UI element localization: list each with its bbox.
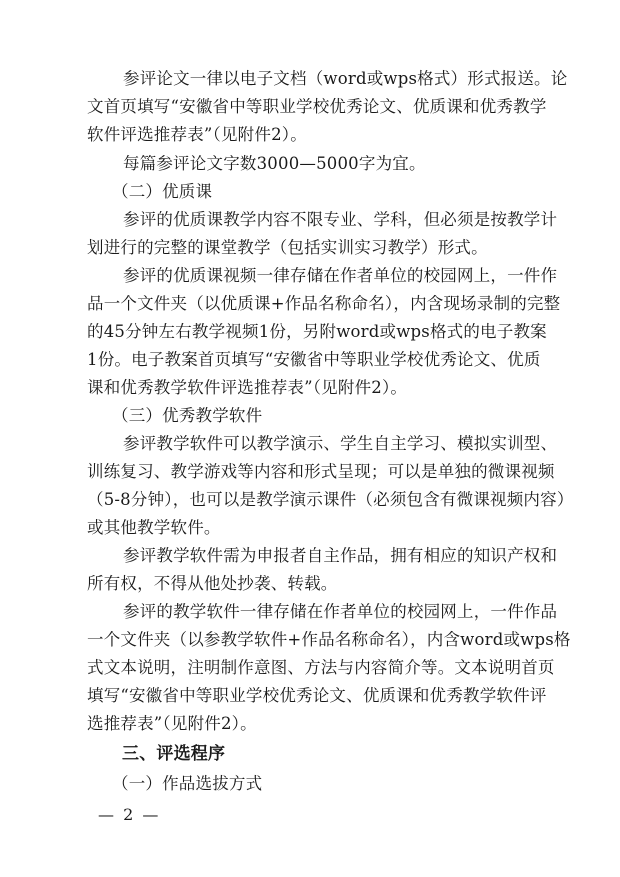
page-number: — 2 —	[98, 805, 161, 824]
text-line-content: 划进行的完整的课堂教学（包括实训实习教学）形式。	[87, 238, 488, 257]
text-line-content: 文首页填写“安徽省中等职业学校优秀论文、优质课和优秀教学	[87, 97, 547, 116]
subheading-text: （三）优秀教学软件	[112, 406, 263, 425]
text-line-content: 或其他教学软件。	[87, 518, 221, 537]
text-line-content: 参评论文一律以电子文档（word或wps格式）形式报送。论	[123, 69, 568, 88]
text-line-content: 每篇参评论文字数3000—5000字为宜。	[123, 154, 426, 173]
subheading-text: （一）作品选拔方式	[112, 774, 263, 793]
text-line-content: 所有权，不得从他处抄袭、转载。	[87, 574, 338, 593]
text-line-content: 课和优秀教学软件评选推荐表”（见附件2）。	[87, 378, 408, 397]
text-line-content: 选推荐表”（见附件2）。	[87, 714, 257, 733]
text-line-content: 式文本说明，注明制作意图、方法与内容简介等。文本说明首页	[87, 658, 555, 677]
subheading-text: （二）优质课	[112, 182, 213, 201]
text-line-content: 品一个文件夹（以优质课+作品名称命名），内含现场录制的完整	[87, 294, 561, 313]
text-line-content: 参评的教学软件一律存储在作者单位的校园网上，一件作品	[123, 602, 558, 621]
text-line-content: （5-8分钟），也可以是教学演示课件（必须包含有微课视频内容）	[87, 490, 574, 509]
text-line-content: 的45分钟左右教学视频1份，另附word或wps格式的电子教案	[87, 322, 547, 341]
text-line-content: 参评的优质课教学内容不限专业、学科，但必须是按教学计	[123, 210, 558, 229]
text-line-content: 训练复习、教学游戏等内容和形式呈现；可以是单独的微课视频	[87, 462, 555, 481]
text-line-content: 填写“安徽省中等职业学校优秀论文、优质课和优秀教学软件评	[87, 686, 547, 705]
section-heading-text: 三、评选程序	[122, 744, 226, 764]
text-line-content: 参评教学软件可以教学演示、学生自主学习、模拟实训型、	[123, 434, 558, 453]
text-line-content: 参评的优质课视频一律存储在作者单位的校园网上，一件作	[123, 266, 558, 285]
text-line-content: 一个文件夹（以参教学软件+作品名称命名），内含word或wps格	[87, 630, 571, 649]
text-line-content: 参评教学软件需为申报者自主作品，拥有相应的知识产权和	[123, 546, 558, 565]
text-line-content: 软件评选推荐表”（见附件2）。	[87, 125, 307, 144]
text-line-content: 1份。电子教案首页填写“安徽省中等职业学校优秀论文、优质	[87, 350, 541, 369]
